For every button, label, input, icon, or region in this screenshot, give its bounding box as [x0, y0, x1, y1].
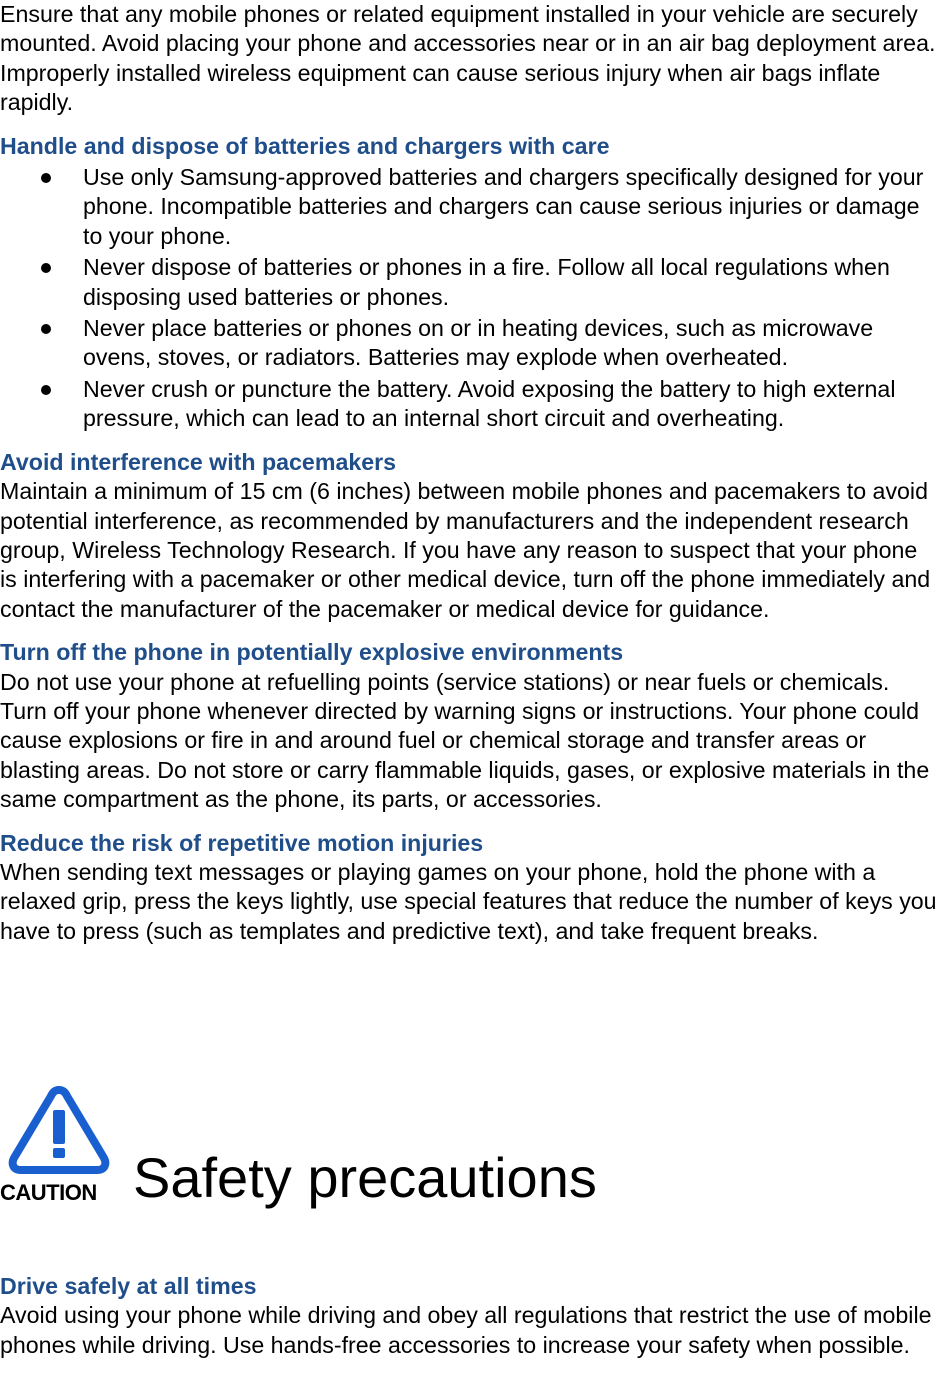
bullet-icon	[41, 173, 51, 183]
batteries-list	[0, 163, 938, 434]
list-item: Use only Samsung-approved batteries and chargers specifically designed for your phone. Incompatible batteries and chargers can cause serious injuries or damage to your phone.	[0, 163, 938, 251]
explosive-paragraph: Do not use your phone at refuelling points (service stations) or near fuels or chemicals. Turn off your phone whenever directed by warning signs or instructions. Your phone could cause explosions or fire in and around fuel or chemical storage and transfer areas or blasting areas. Do not store or carry flammable liquids, gases, or explosive materials in the same compartment as the phone, its parts, or accessories.	[0, 668, 930, 813]
batteries-heading: Handle and dispose of batteries and chargers with care	[0, 132, 610, 159]
intro-paragraph: Ensure that any mobile phones or related equipment installed in your vehicle are securely mounted. Avoid placing your phone and accessories near or in an air bag deployment area. Improperly installed wireless equipment can cause serious injury when air bags inflate rapidly.	[0, 1, 936, 116]
pacemakers-heading: Avoid interference with pacemakers	[0, 448, 397, 475]
repetitive-heading: Reduce the risk of repetitive motion injuries	[0, 829, 484, 856]
pacemakers-paragraph: Maintain a minimum of 15 cm (6 inches) between mobile phones and pacemakers to avoid potential interference, as recommended by manufacturers and the independent research group, Wireless Technology Research. If you have any reason to suspect that your phone is interfering with a pacemaker or other medical device, turn off the phone immediately and contact the manufacturer of the pacemaker or medical device for guidance.	[0, 478, 931, 622]
bullet-icon	[41, 263, 51, 273]
list-item: Never place batteries or phones on or in heating devices, such as microwave ovens, stoves, or radiators. Batteries may explode when overheated.	[0, 314, 938, 373]
driving-heading: Drive safely at all times	[0, 1273, 257, 1299]
page-title: Safety precautions	[133, 1146, 597, 1209]
explosive-heading: Turn off the phone in potentially explosive environments	[0, 639, 624, 666]
repetitive-section	[0, 829, 938, 947]
list-item: Never crush or puncture the battery. Avoid exposing the battery to high external pressure, which can lead to an internal short circuit and overheating.	[0, 375, 938, 434]
driving-paragraph: Avoid using your phone while driving and obey all regulations that restrict the use of mobile phones while driving. Use hands-free accessories to increase your safety when possible.	[0, 1302, 932, 1358]
bullet-icon	[41, 385, 51, 395]
batteries-section	[0, 132, 938, 434]
list-item: Never dispose of batteries or phones in a fire. Follow all local regulations when disposing used batteries or phones.	[0, 253, 938, 312]
pacemakers-section	[0, 448, 938, 624]
repetitive-paragraph: When sending text messages or playing games on your phone, hold the phone with a relaxed grip, press the keys lightly, use special features that reduce the number of keys you have to press (such as templates and predictive text), and take frequent breaks.	[0, 858, 937, 944]
caution-label: CAUTION	[0, 1180, 97, 1205]
explosive-section	[0, 638, 938, 814]
warning-triangle-icon	[8, 1084, 110, 1176]
driving-section	[0, 1272, 938, 1360]
bullet-icon	[41, 324, 51, 334]
caution-block	[0, 1084, 938, 1214]
